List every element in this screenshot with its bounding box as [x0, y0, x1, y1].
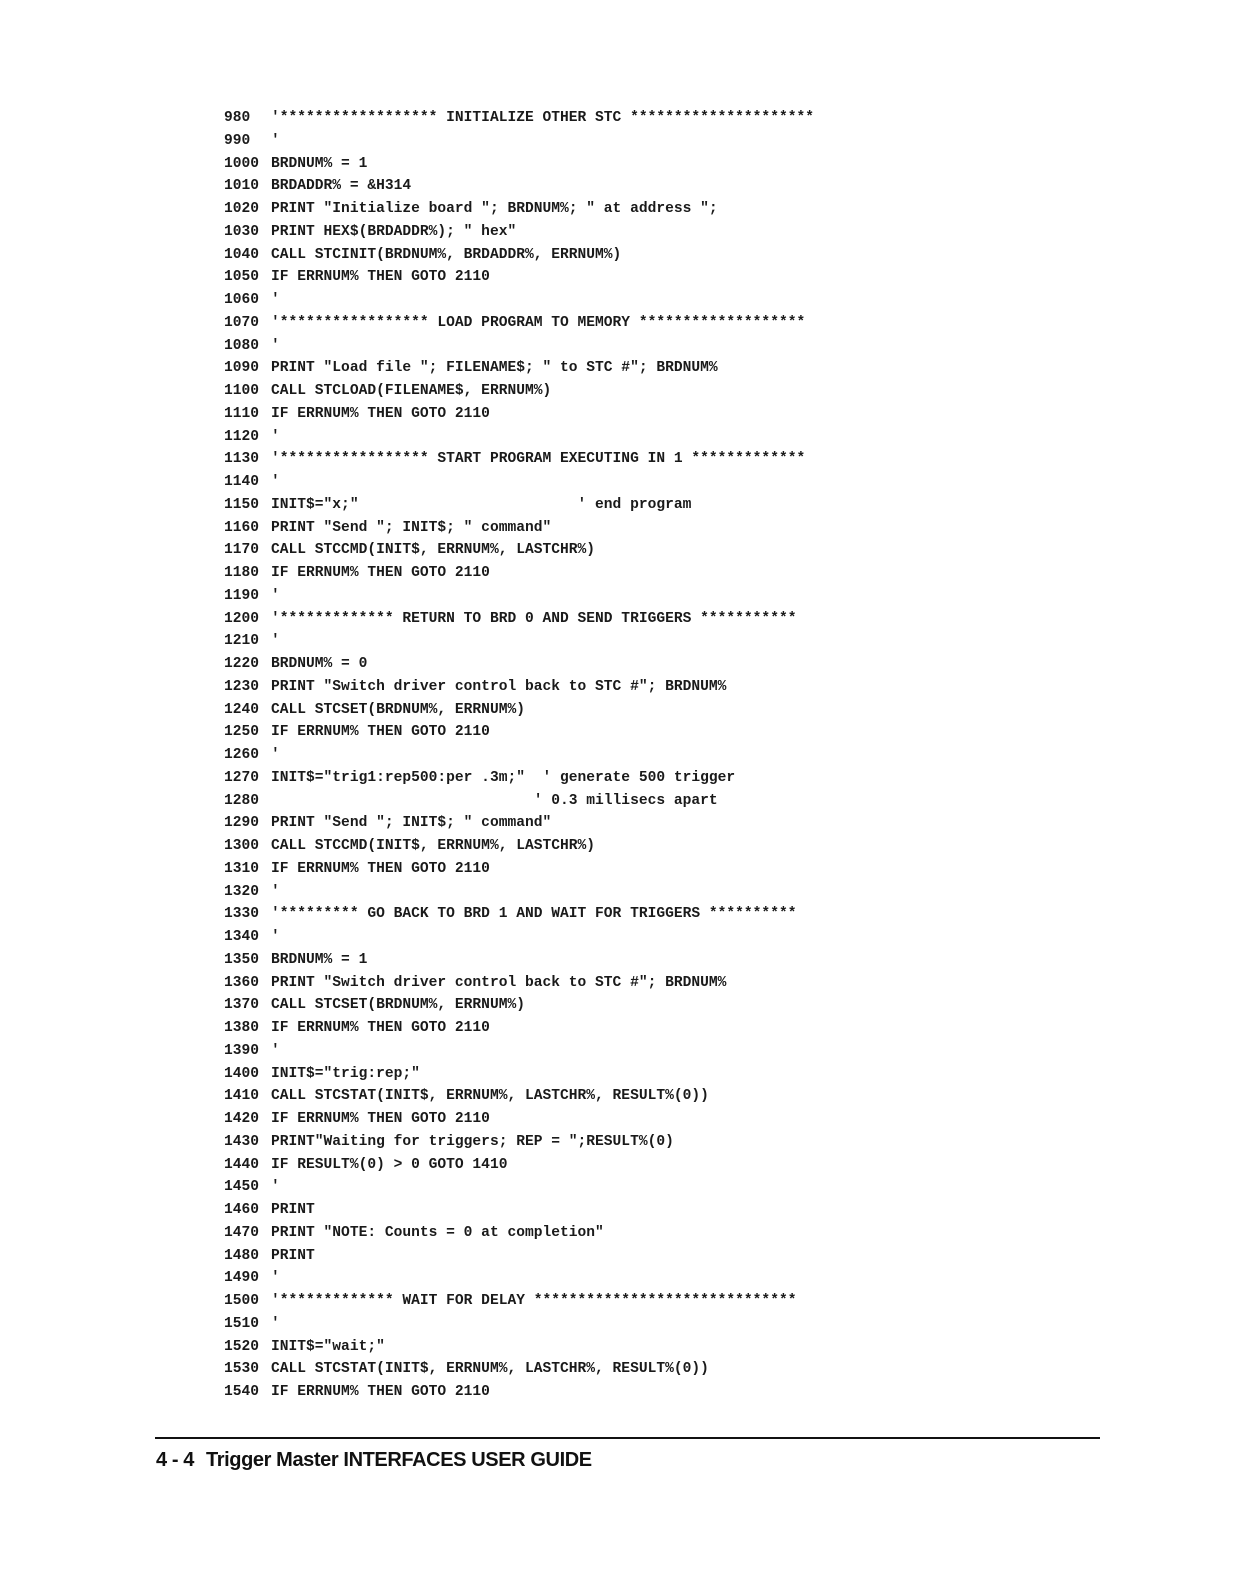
- line-code: ': [271, 1179, 280, 1196]
- line-code: PRINT "Switch driver control back to STC #"; BRDNUM%: [271, 974, 727, 991]
- line-code: ' 0.3 millisecs apart: [271, 792, 718, 809]
- code-line: [224, 903, 864, 926]
- line-number: 1370: [224, 997, 260, 1014]
- page-footer: [156, 1449, 592, 1472]
- line-code: ': [271, 747, 280, 763]
- line-code: ': [271, 292, 280, 308]
- line-number: 1460: [224, 1202, 260, 1218]
- line-code: CALL STCSTAT(INIT$, ERRNUM%, LASTCHR%, RESULT%(0)): [271, 1361, 709, 1378]
- line-code: ': [271, 1270, 280, 1287]
- code-line: [224, 1108, 864, 1131]
- line-code: CALL STCCMD(INIT$, ERRNUM%, LASTCHR%): [271, 838, 596, 854]
- code-line: [224, 221, 864, 244]
- code-line: [224, 972, 864, 995]
- line-number: 1300: [224, 838, 260, 854]
- line-code: '************* RETURN TO BRD 0 AND SEND TRIGGERS ***********: [271, 610, 797, 627]
- line-number: 1190: [224, 587, 260, 604]
- code-line: [224, 1381, 864, 1404]
- line-number: 1390: [224, 1042, 260, 1059]
- line-number: 1220: [224, 656, 260, 672]
- line-number: 1280: [224, 792, 260, 809]
- line-code: CALL STCLOAD(FILENAME$, ERRNUM%): [271, 383, 552, 399]
- code-line: [224, 676, 864, 699]
- line-code: PRINT HEX$(BRDADDR%); " hex": [271, 223, 517, 240]
- line-code: IF RESULT%(0) > 0 GOTO 1410: [271, 1156, 508, 1173]
- code-line: [224, 312, 864, 335]
- code-line: [224, 1290, 864, 1313]
- line-number: 1380: [224, 1020, 260, 1036]
- code-line: [224, 608, 864, 631]
- line-number: 1400: [224, 1065, 260, 1082]
- code-line: [224, 403, 864, 426]
- line-code: BRDNUM% = 1: [271, 155, 368, 172]
- line-number: 1520: [224, 1338, 260, 1355]
- line-number: 1090: [224, 360, 260, 377]
- line-code: ': [271, 132, 280, 149]
- line-code: INIT$="wait;": [271, 1338, 385, 1355]
- code-line: [224, 175, 864, 198]
- line-code: CALL STCCMD(INIT$, ERRNUM%, LASTCHR%): [271, 542, 596, 559]
- code-line: [224, 494, 864, 517]
- line-code: CALL STCSET(BRDNUM%, ERRNUM%): [271, 997, 525, 1014]
- code-line: [224, 289, 864, 312]
- code-line: [224, 1358, 864, 1381]
- line-code: PRINT "Initialize board "; BRDNUM%; " at address ";: [271, 201, 718, 217]
- code-line: [224, 699, 864, 722]
- code-line: [224, 1313, 864, 1336]
- line-code: '***************** LOAD PROGRAM TO MEMORY *******************: [271, 314, 806, 331]
- line-number: 1350: [224, 951, 260, 968]
- line-number: 1200: [224, 610, 260, 627]
- line-number: 1420: [224, 1111, 260, 1127]
- line-number: 1120: [224, 428, 260, 445]
- line-number: 1440: [224, 1156, 260, 1173]
- line-code: BRDNUM% = 1: [271, 951, 368, 968]
- line-number: 1020: [224, 201, 260, 217]
- code-line: [224, 357, 864, 380]
- line-code: ': [271, 428, 280, 445]
- line-code: BRDNUM% = 0: [271, 656, 368, 672]
- line-number: 1480: [224, 1247, 260, 1264]
- line-code: CALL STCSET(BRDNUM%, ERRNUM%): [271, 701, 525, 718]
- line-number: 1530: [224, 1361, 260, 1378]
- line-number: 1330: [224, 906, 260, 923]
- code-line: [224, 426, 864, 449]
- code-line: [224, 585, 864, 608]
- line-number: 1170: [224, 542, 260, 559]
- line-number: 1470: [224, 1224, 260, 1241]
- code-line: [224, 1199, 864, 1222]
- code-line: [224, 812, 864, 835]
- code-line: [224, 1040, 864, 1063]
- line-number: 1180: [224, 565, 260, 581]
- line-number: 1230: [224, 678, 260, 695]
- line-number: 1250: [224, 724, 260, 741]
- line-number: 1100: [224, 383, 260, 399]
- line-code: INIT$="x;" ' end program: [271, 496, 692, 513]
- line-number: 1430: [224, 1133, 260, 1150]
- line-code: ': [271, 1042, 280, 1059]
- footer-rule: [155, 1437, 1100, 1439]
- code-line: [224, 562, 864, 585]
- line-code: ': [271, 883, 280, 900]
- line-number: 1030: [224, 223, 260, 240]
- code-line: [224, 1085, 864, 1108]
- line-code: IF ERRNUM% THEN GOTO 2110: [271, 1111, 490, 1127]
- code-line: [224, 1154, 864, 1177]
- code-line: [224, 790, 864, 813]
- code-line: [224, 198, 864, 221]
- footer-title: Trigger Master INTERFACES USER GUIDE: [206, 1449, 592, 1471]
- code-line: [224, 994, 864, 1017]
- line-number: 1060: [224, 292, 260, 308]
- line-number: 1150: [224, 496, 260, 513]
- line-number: 1070: [224, 314, 260, 331]
- line-code: IF ERRNUM% THEN GOTO 2110: [271, 1020, 490, 1036]
- line-number: 1360: [224, 974, 260, 991]
- line-number: 1130: [224, 451, 260, 468]
- line-code: CALL STCSTAT(INIT$, ERRNUM%, LASTCHR%, RESULT%(0)): [271, 1088, 709, 1105]
- line-number: 1040: [224, 246, 260, 263]
- line-number: 980: [224, 110, 251, 126]
- line-code: CALL STCINIT(BRDNUM%, BRDADDR%, ERRNUM%): [271, 246, 622, 263]
- code-line: [224, 1063, 864, 1086]
- line-number: 1160: [224, 519, 260, 536]
- line-code: IF ERRNUM% THEN GOTO 2110: [271, 269, 490, 286]
- line-number: 1340: [224, 929, 260, 945]
- line-number: 1320: [224, 883, 260, 900]
- line-code: IF ERRNUM% THEN GOTO 2110: [271, 860, 490, 877]
- line-code: '********* GO BACK TO BRD 1 AND WAIT FOR TRIGGERS **********: [271, 906, 797, 923]
- code-line: [224, 1017, 864, 1040]
- line-code: INIT$="trig:rep;": [271, 1065, 420, 1082]
- line-number: 1450: [224, 1179, 260, 1196]
- code-line: [224, 130, 864, 153]
- line-number: 1510: [224, 1315, 260, 1332]
- line-code: PRINT: [271, 1247, 315, 1264]
- code-line: [224, 767, 864, 790]
- line-number: 1500: [224, 1293, 260, 1309]
- code-line: [224, 1267, 864, 1290]
- line-code: PRINT "Send "; INIT$; " command": [271, 815, 552, 832]
- line-number: 1110: [224, 405, 260, 422]
- line-number: 1270: [224, 769, 260, 786]
- code-line: [224, 881, 864, 904]
- code-line: [224, 517, 864, 540]
- line-code: PRINT"Waiting for triggers; REP = ";RESULT%(0): [271, 1133, 674, 1150]
- line-code: PRINT "Load file "; FILENAME$; " to STC #"; BRDNUM%: [271, 360, 718, 377]
- line-number: 1010: [224, 178, 260, 195]
- code-line: [224, 335, 864, 358]
- line-code: PRINT: [271, 1202, 315, 1218]
- line-number: 1050: [224, 269, 260, 286]
- code-line: [224, 1222, 864, 1245]
- line-code: ': [271, 474, 280, 490]
- code-line: [224, 835, 864, 858]
- line-code: IF ERRNUM% THEN GOTO 2110: [271, 565, 490, 581]
- code-line: [224, 1176, 864, 1199]
- code-line: [224, 1336, 864, 1359]
- line-code: ': [271, 929, 280, 945]
- line-code: ': [271, 337, 280, 354]
- line-code: PRINT "Switch driver control back to STC #"; BRDNUM%: [271, 678, 727, 695]
- line-code: PRINT "NOTE: Counts = 0 at completion": [271, 1224, 604, 1241]
- line-number: 1260: [224, 747, 260, 763]
- code-line: [224, 266, 864, 289]
- footer-page-number: 4 - 4: [156, 1449, 195, 1471]
- line-code: ': [271, 1315, 280, 1332]
- line-code: IF ERRNUM% THEN GOTO 2110: [271, 724, 490, 741]
- code-line: [224, 744, 864, 767]
- code-listing: [224, 107, 864, 1404]
- code-line: [224, 926, 864, 949]
- code-line: [224, 1131, 864, 1154]
- line-number: 1410: [224, 1088, 260, 1105]
- code-line: [224, 448, 864, 471]
- line-number: 1310: [224, 860, 260, 877]
- line-number: 990: [224, 132, 251, 149]
- line-number: 1000: [224, 155, 260, 172]
- line-number: 1240: [224, 701, 260, 718]
- code-line: [224, 244, 864, 267]
- code-line: [224, 949, 864, 972]
- line-number: 1210: [224, 633, 260, 650]
- line-code: ': [271, 587, 280, 604]
- line-code: '****************** INITIALIZE OTHER STC *********************: [271, 110, 814, 126]
- line-code: IF ERRNUM% THEN GOTO 2110: [271, 405, 490, 422]
- code-line: [224, 471, 864, 494]
- code-line: [224, 107, 864, 130]
- line-number: 1080: [224, 337, 260, 354]
- line-number: 1140: [224, 474, 260, 490]
- line-number: 1290: [224, 815, 260, 832]
- line-code: '***************** START PROGRAM EXECUTING IN 1 *************: [271, 451, 806, 468]
- line-number: 1540: [224, 1384, 260, 1400]
- code-line: [224, 1245, 864, 1268]
- line-code: PRINT "Send "; INIT$; " command": [271, 519, 552, 536]
- line-code: ': [271, 633, 280, 650]
- code-line: [224, 858, 864, 881]
- line-number: 1490: [224, 1270, 260, 1287]
- code-line: [224, 380, 864, 403]
- code-line: [224, 630, 864, 653]
- code-line: [224, 539, 864, 562]
- code-line: [224, 721, 864, 744]
- line-code: '************* WAIT FOR DELAY ******************************: [271, 1293, 797, 1309]
- line-code: BRDADDR% = &H314: [271, 178, 412, 195]
- code-line: [224, 153, 864, 176]
- line-code: INIT$="trig1:rep500:per .3m;" ' generate 500 trigger: [271, 769, 736, 786]
- code-line: [224, 653, 864, 676]
- line-code: IF ERRNUM% THEN GOTO 2110: [271, 1384, 490, 1400]
